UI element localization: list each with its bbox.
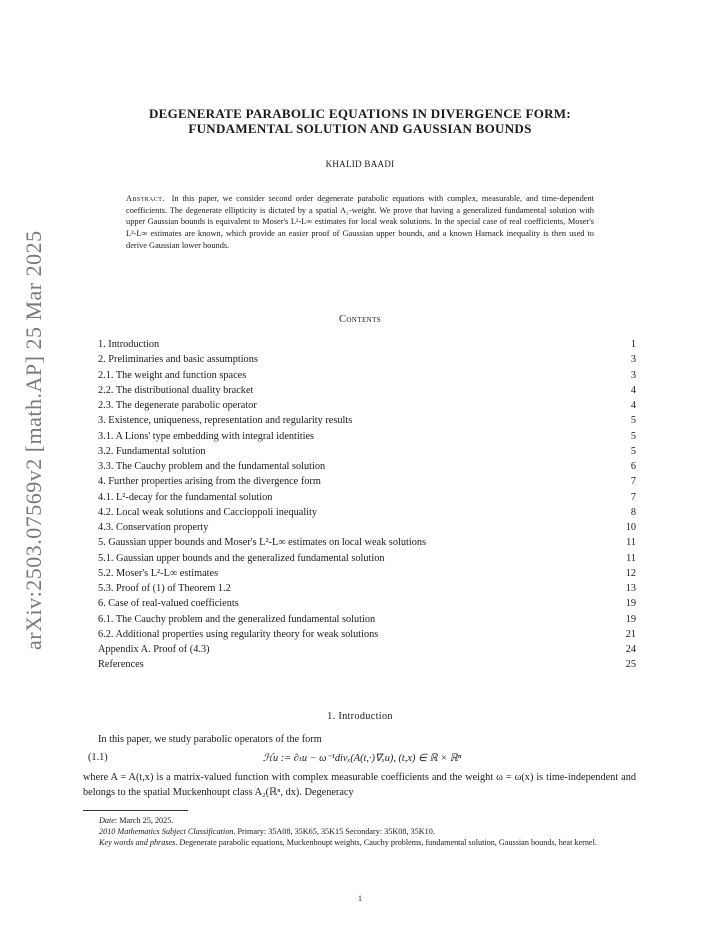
toc-entry-page: 7 (630, 476, 636, 488)
toc-entry-label: Appendix A. Proof of (4.3) (98, 644, 210, 655)
toc-entry-page: 24 (625, 644, 636, 655)
footnote-msc (83, 826, 636, 837)
abstract-label: Abstract. (126, 194, 165, 203)
footnote-msc-label: 2010 Mathematics Subject Classification (99, 827, 234, 837)
footnote-keywords-value: . Degenerate parabolic equations, Muckenhoupt weights, Cauchy problems, fundamental solution, Gaussian bounds, heat kernel. (175, 838, 597, 848)
toc-entry[interactable] (98, 444, 636, 459)
toc-entry-page: 8 (630, 506, 636, 518)
toc-entry-label: 5.3. Proof of (1) of Theorem 1.2 (98, 583, 231, 594)
toc-entry[interactable] (98, 368, 636, 383)
toc-entry[interactable] (98, 429, 636, 444)
toc-entry-label: 6.2. Additional properties using regularity theory for weak solutions (98, 628, 379, 640)
toc-entry-label: 2.3. The degenerate parabolic operator (98, 400, 257, 411)
footnote-rule (83, 810, 188, 811)
title-line-1: DEGENERATE PARABOLIC EQUATIONS IN DIVERGENCE FORM: (148, 106, 571, 121)
contents-heading: Contents (338, 314, 382, 325)
toc-entry[interactable] (98, 642, 636, 657)
toc-entry-label: 3. Existence, uniqueness, representation and regularity results (98, 415, 353, 427)
toc-entry[interactable] (98, 520, 636, 535)
toc-entry-label: 4.3. Conservation property (98, 522, 209, 533)
toc-entry[interactable] (98, 459, 636, 474)
toc-entry-label: 3.3. The Cauchy problem and the fundamental solution (98, 461, 326, 472)
toc-entry[interactable] (98, 413, 636, 428)
toc-entry[interactable] (98, 535, 636, 550)
toc-entry-label: 2.2. The distributional duality bracket (98, 384, 254, 396)
toc-entry-page: 6 (630, 461, 636, 472)
toc-entry-label: 5.1. Gaussian upper bounds and the generalized fundamental solution (98, 552, 385, 564)
toc-entry-page: 11 (626, 537, 636, 549)
toc-entry-page: 19 (625, 598, 636, 610)
toc-entry-page: 3 (630, 354, 636, 366)
toc-entry-page: 12 (625, 567, 636, 579)
toc-entry-page: 10 (625, 522, 636, 533)
author-name: KHALID BAADI (325, 159, 395, 169)
toc-entry-label: 4.1. L²-decay for the fundamental solution (98, 491, 273, 503)
toc-entry-label: 1. Introduction (98, 339, 160, 350)
toc-entry[interactable] (98, 490, 636, 505)
toc-entry[interactable] (98, 398, 636, 413)
toc-entry-page: 5 (630, 415, 636, 427)
title-line-2: FUNDAMENTAL SOLUTION AND GAUSSIAN BOUNDS (188, 121, 532, 136)
toc-entry-label: 3.2. Fundamental solution (98, 445, 206, 457)
footnote-date (83, 815, 636, 826)
toc-entry-page: 3 (630, 369, 636, 381)
footnote-date-value: : March 25, 2025. (114, 816, 174, 825)
toc-entry[interactable] (98, 474, 636, 489)
toc-entry-label: 2. Preliminaries and basic assumptions (98, 354, 258, 366)
toc-entry[interactable] (98, 581, 636, 596)
toc-entry-page: 19 (625, 613, 636, 625)
toc-entry[interactable] (98, 596, 636, 611)
footnote-keywords (83, 837, 636, 848)
body-paragraph: where A = A(t,x) is a matrix-valued function with complex measurable coefficients and the weight ω = ω(x) is time-independent and belongs to the spatial Muckenhoupt class A₂(ℝⁿ, dx). Degeneracy (83, 772, 636, 798)
footnote-date-label: Date (99, 816, 115, 825)
arxiv-identifier-stamp: arXiv:2503.07569v2 [math.AP] 25 Mar 2025 (21, 230, 46, 650)
footnotes (83, 815, 636, 849)
toc-entry-label: 4. Further properties arising from the divergence form (98, 476, 321, 488)
equation-number: (1.1) (88, 752, 108, 763)
toc-entry-page: 4 (630, 400, 636, 411)
toc-entry-page: 4 (630, 384, 636, 396)
toc-entry-label: References (98, 659, 144, 671)
section-heading-introduction: 1. Introduction (327, 711, 393, 722)
toc-entry[interactable] (98, 505, 636, 520)
toc-entry[interactable] (98, 551, 636, 566)
toc-entry-label: 2.1. The weight and function spaces (98, 369, 247, 381)
toc-entry-page: 13 (625, 583, 636, 594)
abstract (126, 193, 594, 252)
toc-entry[interactable] (98, 352, 636, 367)
footnote-keywords-label: Key words and phrases (99, 838, 176, 848)
paper-title (0, 106, 720, 136)
equation: ℋu := ∂ₜu − ω⁻¹divₓ(A(t,·)∇ₓu), (t,x) ∈ ℝ × ℝⁿ (262, 753, 462, 764)
toc-entry-page: 5 (630, 445, 636, 457)
toc-entry-label: 5. Gaussian upper bounds and Moser's L²-L∞ estimates on local weak solutions (98, 537, 426, 549)
abstract-text: In this paper, we consider second order degenerate parabolic equations with complex, measurable, and time-dependent coefficients. The degenerate ellipticity is dictated by a spatial A₂-weight. We prove that having a generalized fundamental solution with upper Gaussian bounds is equivalent to Moser's L²-L∞ estimates for local weak solutions. In the special case of real coefficients, Moser's L²-L∞ estimates are known, which provide an easier proof of Gaussian upper bounds, and a known Harnack inequality is then used to derive Gaussian lower bounds. (126, 194, 595, 250)
toc-entry-label: 6. Case of real-valued coefficients (98, 598, 239, 610)
toc-entry[interactable] (98, 383, 636, 398)
toc-entry-page: 1 (630, 339, 636, 350)
toc-entry-label: 6.1. The Cauchy problem and the generalized fundamental solution (98, 613, 376, 625)
toc-entry-label: 4.2. Local weak solutions and Caccioppoli inequality (98, 506, 318, 518)
toc-entry-page: 5 (630, 430, 636, 442)
toc-entry[interactable] (98, 337, 636, 352)
toc-entry[interactable] (98, 612, 636, 627)
intro-sentence: In this paper, we study parabolic operators of the form (98, 734, 322, 745)
page-number: 1 (358, 894, 362, 903)
table-of-contents (98, 337, 636, 673)
toc-entry[interactable] (98, 627, 636, 642)
toc-entry[interactable] (98, 657, 636, 672)
toc-entry-page: 25 (625, 659, 636, 671)
footnote-msc-value: . Primary: 35A08, 35K65, 35K15 Secondary: 35K08, 35K10. (233, 827, 435, 837)
toc-entry-page: 21 (625, 628, 636, 640)
toc-entry[interactable] (98, 566, 636, 581)
toc-entry-page: 11 (626, 552, 636, 564)
toc-entry-label: 3.1. A Lions' type embedding with integral identities (98, 430, 315, 442)
toc-entry-label: 5.2. Moser's L²-L∞ estimates (98, 567, 219, 579)
toc-entry-page: 7 (630, 491, 636, 503)
